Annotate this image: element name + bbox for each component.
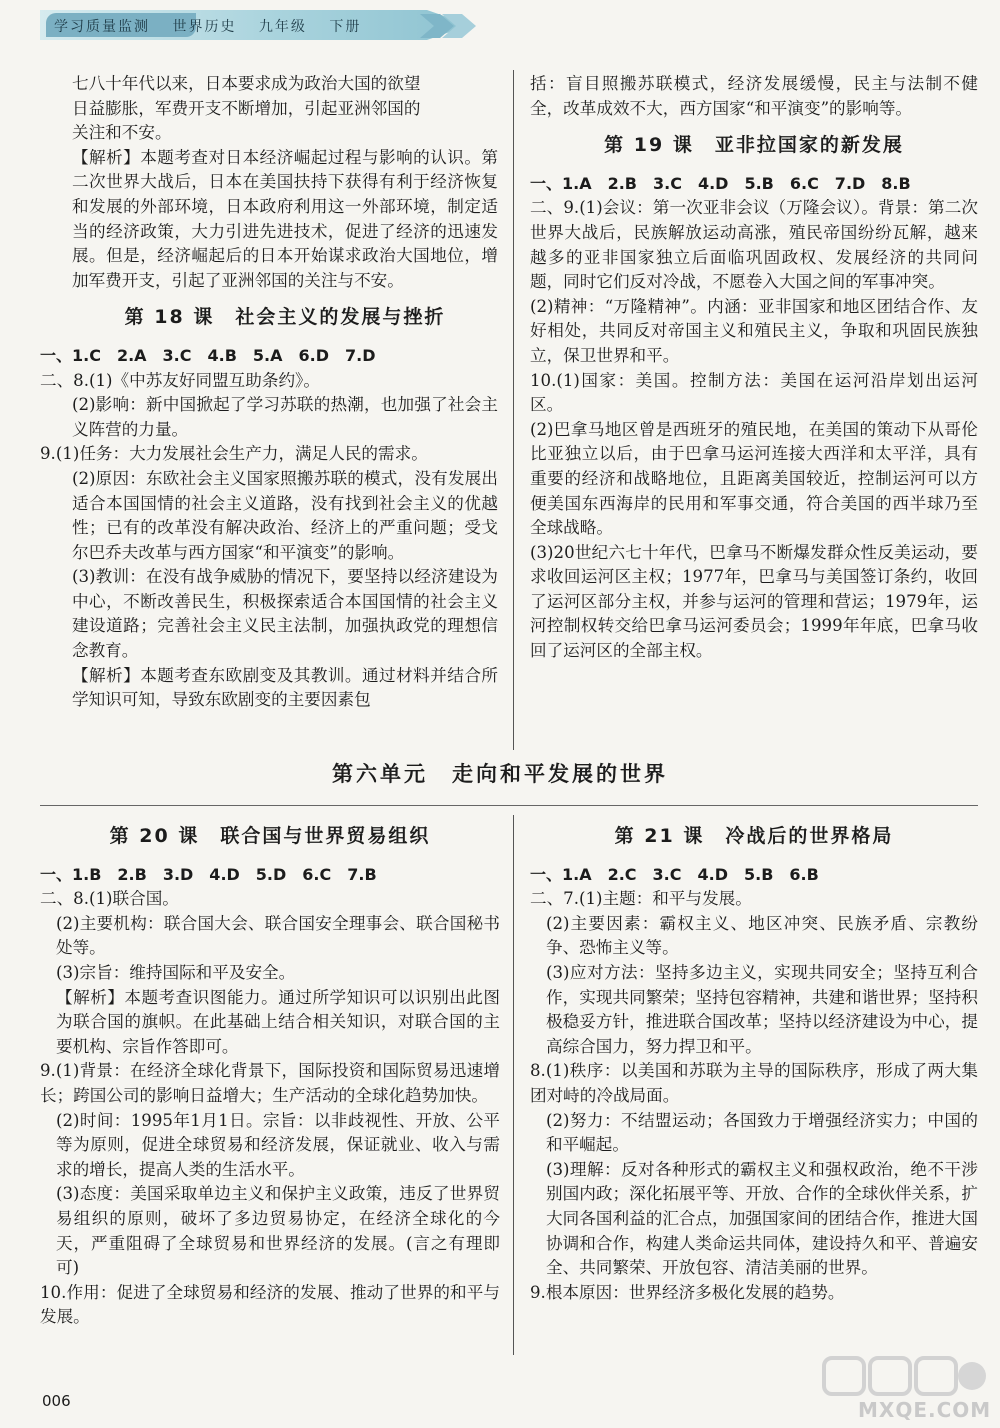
unit-title: 第六单元 走向和平发展的世界: [332, 762, 668, 786]
header-grade: 九年级: [258, 19, 307, 35]
intro-line-3: 关注和不安。: [72, 123, 172, 143]
lesson-18-q8-1: 二、8.(1)《中苏友好同盟互助条约》。: [40, 370, 320, 390]
lesson-21-q8-3: (3)理解：反对各种形式的霸权主义和强权政治，绝不干涉别国内政；深化拓展平等、开放、合作的全球伙伴关系，扩大同各国利益的汇合点，加强国家间的团结合作，推进大国协调和合作，构建人类命运共同体，建设持久和平、普遍安全、共同繁荣、开放包容、清洁美丽的世界。: [546, 1159, 978, 1278]
lesson-18-q9-3: (3)教训：在没有战争威胁的情况下，要坚持以经济建设为中心，不断改善民生，积极探索适合本国国情的社会主义建设道路；完善社会主义民主法制，加强执政党的理想信念教育。: [72, 567, 498, 661]
continued-text: 括：盲目照搬苏联模式，经济发展缓慢，民主与法制不健全，改革成效不大，西方国家“和平演变”的影响等。: [530, 74, 978, 118]
lesson-18-choice-answers: 一、1.C 2.A 3.C 4.B 5.A 6.D 7.D: [40, 345, 376, 365]
lesson-18-q8-2: (2)影响：新中国掀起了学习苏联的热潮，也加强了社会主义阵营的力量。: [72, 395, 498, 439]
watermark-text: MXQE.COM: [858, 1398, 992, 1422]
right-top-column: [530, 72, 978, 664]
lesson-21-q7-1: 二、7.(1)主题：和平与发展。: [530, 889, 752, 909]
lesson-21-choice-answers: 一、1.A 2.C 3.C 4.D 5.B 6.B: [530, 864, 819, 884]
page-header: [40, 4, 470, 44]
lesson-20-title: 第 20 课 联合国与世界贸易组织: [109, 825, 431, 847]
lesson-19-q10-3: (3)20世纪六七十年代，巴拿马不断爆发群众性反美运动，要求收回运河区主权；1977年，巴拿马与美国签订条约，收回了运河区部分主权，并参与运河的管理和营运；1979年，运河控制权转交给巴拿马运河委员会；1999年年底，巴拿马收回了运河区的全部主权。: [530, 542, 978, 661]
lesson-20-analysis: 【解析】本题考查识图能力。通过所学知识可以识别出此图为联合国的旗帜。在此基础上结合相关知识，对联合国的主要机构、宗旨作答即可。: [56, 987, 500, 1056]
lesson-21-q8-2: (2)努力：不结盟运动；各国致力于增强经济实力；中国的和平崛起。: [546, 1110, 978, 1155]
column-divider-top: [513, 70, 514, 750]
lesson-19-choice-answers: 一、1.A 2.B 3.C 4.D 5.B 6.C 7.D 8.B: [530, 173, 911, 193]
lesson-19-q10-2: (2)巴拿马地区曾是西班牙的殖民地，在美国的策动下从哥伦比亚独立以后，由于巴拿马运河连接大西洋和太平洋，具有重要的经济和战略地位，且距离美国较近，控制运河可以方便美国东西海岸的民用和军事交通，符合美国的西半球乃至全球战略。: [530, 419, 978, 538]
lesson-20-q10: 10.作用：促进了全球贸易和经济的发展、推动了世界的和平与发展。: [40, 1282, 500, 1327]
lesson-19-q10-1: 10.(1)国家：美国。控制方法：美国在运河沿岸划出运河区。: [530, 370, 978, 415]
intro-line-1: 七八十年代以来，日本要求成为政治大国的欲望: [72, 74, 421, 93]
right-bottom-column: [530, 812, 978, 1305]
lesson-21-q7-2: (2)主要因素：霸权主义、地区冲突、民族矛盾、宗教纷争、恐怖主义等。: [546, 913, 978, 958]
left-bottom-column: [40, 812, 500, 1330]
lesson-21-q8-1: 8.(1)秩序：以美国和苏联为主导的国际秩序，形成了两大集团对峙的冷战局面。: [530, 1061, 978, 1105]
header-volume: 下册: [329, 19, 362, 35]
lesson-20-q9-2: (2)时间：1995年1月1日。宗旨：以非歧视性、开放、公平等为原则，促进全球贸易和经济发展，保证就业、收入与需求的增长，提高人类的生活水平。: [56, 1110, 500, 1179]
unit-divider: [40, 805, 978, 806]
lesson-18-q9-2: (2)原因：东欧社会主义国家照搬苏联的模式，没有发展出适合本国国情的社会主义道路，没有找到社会主义的优越性；已有的改革没有解决政治、经济上的严重问题；受戈尔巴乔夫改革与西方国家“和平演变”的影响。: [72, 468, 498, 562]
lesson-20-choice-answers: 一、1.B 2.B 3.D 4.D 5.D 6.C 7.B: [40, 864, 377, 884]
lesson-20-q9-3: (3)态度：美国采取单边主义和保护主义政策，违反了世界贸易组织的原则，破坏了多边贸易协定，在经济全球化的今天，严重阻碍了全球贸易和世界经济的发展。(言之有理即可): [56, 1184, 500, 1278]
analysis-text: 【解析】本题考查对日本经济崛起过程与影响的认识。第二次世界大战后，日本在美国扶持下获得有利于经济恢复和发展的外部环境，日本政府利用这一外部环境，制定适当的经济政策，大力引进先进技术，促进了经济的迅速发展。但是，经济崛起后的日本开始谋求政治大国地位，增加军费开支，引起了亚洲邻国的关注与不安。: [72, 147, 498, 290]
lesson-18-title: 第 18 课 社会主义的发展与挫折: [124, 306, 446, 329]
lesson-21-title: 第 21 课 冷战后的世界格局: [614, 825, 894, 847]
lesson-21-q7-3: (3)应对方法：坚持多边主义，实现共同安全；坚持互利合作，实现共同繁荣；坚持包容精神，共建和谐世界；坚持积极稳妥方针，推进联合国改革；坚持以经济建设为中心，提高综合国力，努力捍卫和平。: [546, 962, 978, 1056]
lesson-20-q8-2: (2)主要机构：联合国大会、联合国安全理事会、联合国秘书处等。: [56, 913, 500, 958]
lesson-19-q9-1: 二、9.(1)会议：第一次亚非会议（万隆会议）。背景：第二次世界大战后，民族解放运动高涨，殖民帝国纷纷瓦解，越来越多的亚非国家独立后面临巩固政权、发展经济的共同问题，同时它们反对冷战，不愿卷入大国之间的军事冲突。: [530, 198, 978, 292]
left-top-column: [40, 72, 498, 713]
header-series: 学习质量监测: [54, 19, 150, 35]
header-subject: 世界历史: [172, 19, 237, 35]
column-divider-bottom: [513, 815, 514, 1355]
header-text: [54, 16, 377, 36]
lesson-19-q9-2: (2)精神：“万隆精神”。内涵：亚非国家和地区团结合作、友好相处，共同反对帝国主义和殖民主义，争取和巩固民族独立，保卫世界和平。: [530, 296, 978, 365]
lesson-20-q8-3: (3)宗旨：维持国际和平及安全。: [56, 962, 296, 982]
page-number: 006: [42, 1392, 71, 1410]
chevron-arrows-icon: [420, 12, 490, 40]
intro-line-2: 日益膨胀，军费开支不断增加，引起亚洲邻国的: [72, 98, 421, 118]
lesson-18-analysis: 【解析】本题考查东欧剧变及其教训。通过材料并结合所学知识可知，导致东欧剧变的主要因素包: [72, 665, 498, 710]
lesson-20-q9-1: 9.(1)背景：在经济全球化背景下，国际投资和国际贸易迅速增长；跨国公司的影响日益增大；生产活动的全球化趋势加快。: [40, 1061, 500, 1105]
lesson-21-q9: 9.根本原因：世界经济多极化发展的趋势。: [530, 1282, 845, 1302]
lesson-20-q8-1: 二、8.(1)联合国。: [40, 889, 179, 909]
lesson-18-q9-1: 9.(1)任务：大力发展社会生产力，满足人民的需求。: [40, 444, 428, 464]
lesson-19-title: 第 19 课 亚非拉国家的新发展: [604, 134, 904, 157]
